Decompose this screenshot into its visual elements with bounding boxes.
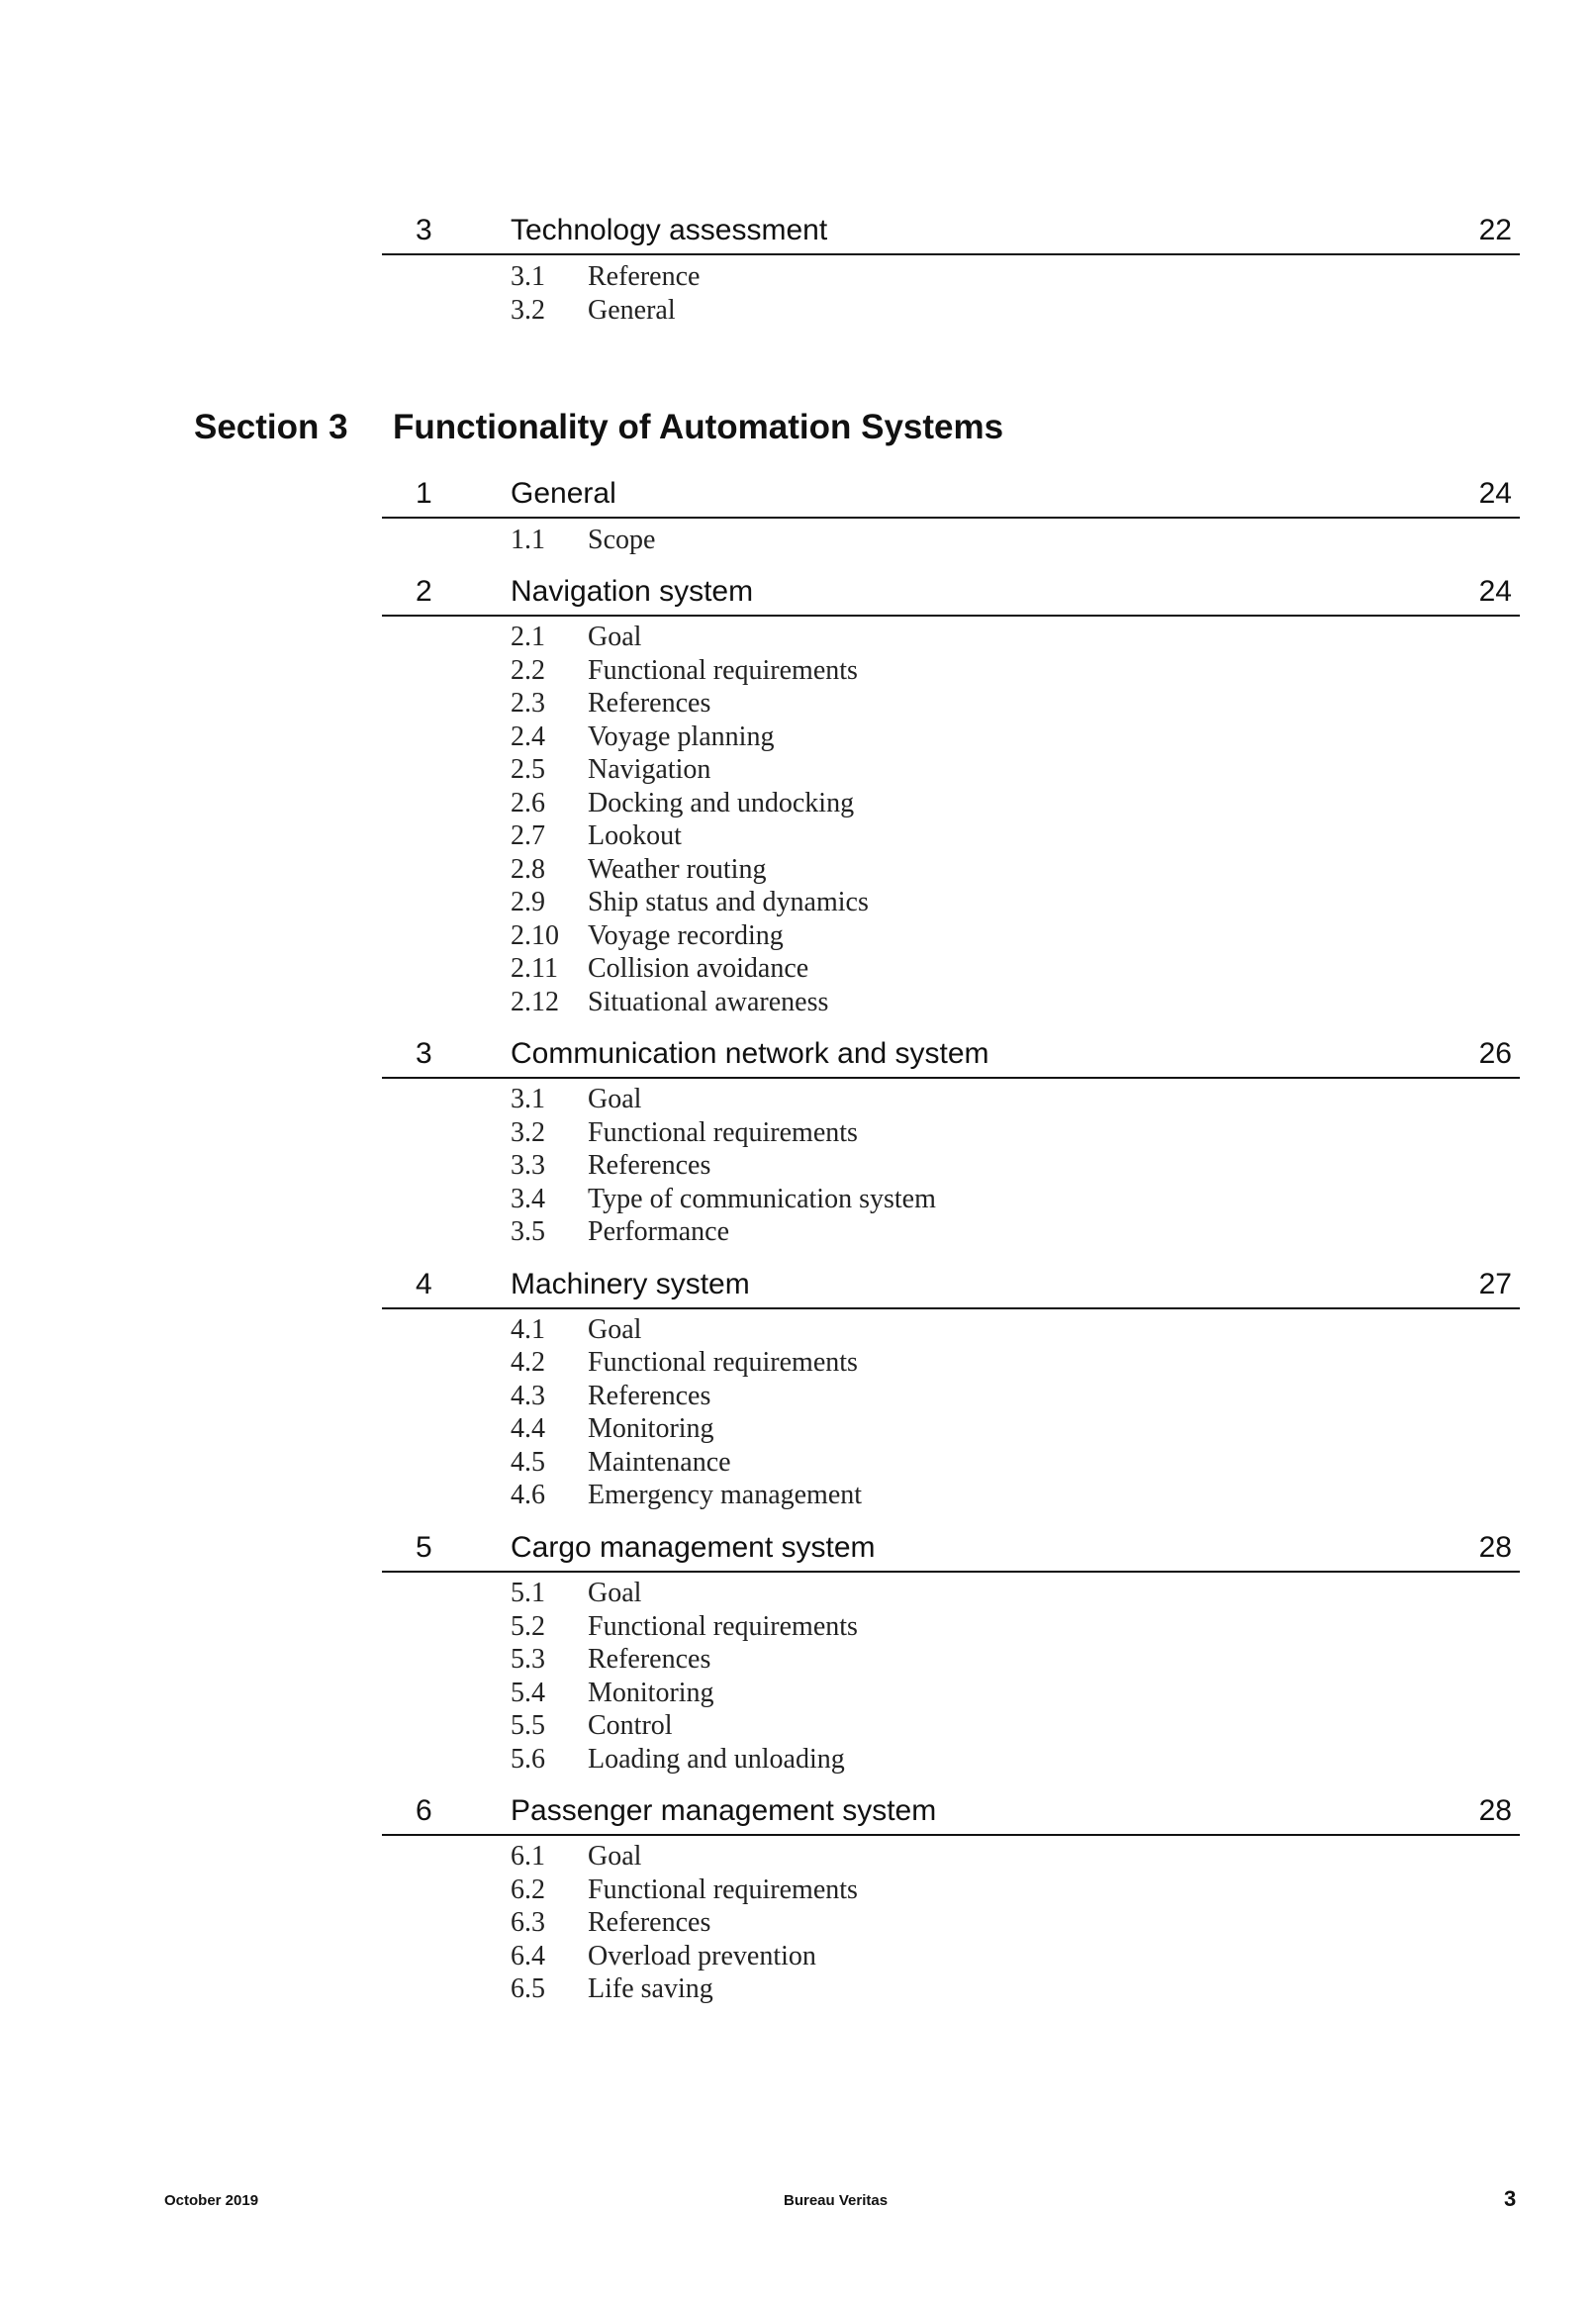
- toc-subentry[interactable]: [511, 1940, 816, 1972]
- subentry-number: 5.6: [511, 1744, 545, 1775]
- toc-subentry[interactable]: [511, 1215, 729, 1248]
- toc-subentry[interactable]: [511, 1743, 845, 1776]
- toc-subentry[interactable]: [511, 621, 641, 653]
- entry-number: 3: [416, 1037, 432, 1070]
- subentry-number: 5.4: [511, 1678, 545, 1708]
- subentry-number: 4.4: [511, 1413, 545, 1444]
- subentry-number: 3.5: [511, 1216, 545, 1247]
- subentry-number: 3.3: [511, 1150, 545, 1181]
- subentry-title: Loading and unloading: [588, 1744, 845, 1775]
- toc-subentry[interactable]: [511, 1479, 862, 1511]
- subentry-number: 4.5: [511, 1447, 545, 1478]
- toc-subentry[interactable]: [511, 524, 655, 556]
- subentry-number: 6.2: [511, 1874, 545, 1905]
- subentry-title: Voyage recording: [588, 920, 784, 951]
- subentry-number: 2.2: [511, 655, 545, 686]
- subentry-number: 2.7: [511, 820, 545, 851]
- subentry-title: Functional requirements: [588, 1611, 858, 1642]
- toc-subentry[interactable]: [511, 260, 700, 293]
- subentry-number: 3.2: [511, 1117, 545, 1148]
- subentry-number: 5.1: [511, 1578, 545, 1608]
- toc-subentry[interactable]: [511, 687, 710, 720]
- footer-publisher: Bureau Veritas: [784, 2192, 889, 2209]
- toc-subentry[interactable]: [511, 1149, 710, 1182]
- subentry-number: 3.2: [511, 295, 545, 326]
- subentry-title: Goal: [588, 1084, 642, 1114]
- subentry-number: 2.12: [511, 987, 559, 1017]
- entry-title: Cargo management system: [511, 1531, 876, 1564]
- subentry-title: Lookout: [588, 820, 682, 851]
- subentry-title: Goal: [588, 1578, 642, 1608]
- toc-subentry[interactable]: [511, 1380, 710, 1412]
- subentry-number: 5.5: [511, 1710, 545, 1741]
- footer-date: October 2019: [164, 2192, 259, 2209]
- toc-subentry[interactable]: [511, 1313, 641, 1346]
- subentry-number: 4.2: [511, 1347, 545, 1378]
- toc-entry-navigation-system[interactable]: [382, 569, 1520, 617]
- subentry-number: 2.5: [511, 754, 545, 785]
- entry-number: 3: [416, 214, 432, 246]
- subentry-title: References: [588, 1907, 711, 1938]
- toc-subentry[interactable]: [511, 886, 869, 918]
- subentry-title: Maintenance: [588, 1447, 731, 1478]
- toc-entry-cargo-management[interactable]: [382, 1525, 1520, 1573]
- entry-page-number: 28: [1478, 1794, 1512, 1827]
- subentry-title: Functional requirements: [588, 1117, 858, 1148]
- entry-page-number: 28: [1478, 1531, 1512, 1564]
- subentry-number: 6.1: [511, 1841, 545, 1872]
- subentry-title: References: [588, 1150, 711, 1181]
- toc-subentry[interactable]: [511, 1709, 673, 1742]
- subentry-number: 3.1: [511, 261, 545, 292]
- subentry-number: 3.4: [511, 1184, 545, 1214]
- entry-number: 2: [416, 575, 432, 608]
- subentry-title: Goal: [588, 622, 642, 652]
- entry-title: Technology assessment: [511, 214, 828, 246]
- entry-number: 1: [416, 477, 432, 510]
- subentry-number: 2.11: [511, 953, 558, 984]
- subentry-number: 5.3: [511, 1644, 545, 1675]
- entry-page-number: 24: [1478, 477, 1512, 510]
- toc-subentry[interactable]: [511, 1677, 714, 1709]
- subentry-title: Scope: [588, 525, 656, 555]
- subentry-title: Ship status and dynamics: [588, 887, 869, 917]
- footer-page-number: 3: [1504, 2186, 1517, 2211]
- toc-subentry[interactable]: [511, 1906, 710, 1939]
- toc-subentry[interactable]: [511, 1972, 713, 2005]
- entry-title: Machinery system: [511, 1268, 750, 1300]
- subentry-title: Goal: [588, 1841, 642, 1872]
- toc-subentry[interactable]: [511, 1610, 858, 1643]
- subentry-title: Situational awareness: [588, 987, 829, 1017]
- toc-subentry[interactable]: [511, 1412, 714, 1445]
- toc-subentry[interactable]: [511, 1446, 731, 1479]
- entry-number: 5: [416, 1531, 432, 1564]
- toc-entry-passenger-management[interactable]: [382, 1788, 1520, 1836]
- subentry-title: Voyage planning: [588, 721, 775, 752]
- subentry-number: 2.4: [511, 721, 545, 752]
- toc-subentry[interactable]: [511, 1840, 641, 1873]
- entry-title: General: [511, 477, 616, 510]
- entry-number: 6: [416, 1794, 432, 1827]
- toc-subentry[interactable]: [511, 294, 676, 327]
- subentry-title: Emergency management: [588, 1480, 863, 1510]
- toc-subentry[interactable]: [511, 1346, 858, 1379]
- entry-page-number: 27: [1478, 1268, 1512, 1300]
- subentry-number: 4.3: [511, 1381, 545, 1411]
- subentry-number: 2.9: [511, 887, 545, 917]
- toc-subentry[interactable]: [511, 919, 784, 952]
- toc-subentry[interactable]: [511, 1577, 641, 1609]
- subentry-title: Performance: [588, 1216, 730, 1247]
- subentry-number: 6.5: [511, 1973, 545, 2004]
- toc-subentry[interactable]: [511, 1643, 710, 1676]
- subentry-title: References: [588, 1644, 711, 1675]
- subentry-number: 6.4: [511, 1941, 545, 1971]
- toc-entry-technology-assessment[interactable]: [382, 208, 1520, 255]
- toc-subentry[interactable]: [511, 1116, 858, 1149]
- toc-subentry[interactable]: [511, 986, 828, 1018]
- section-title: Functionality of Automation Systems: [393, 408, 1004, 446]
- toc-entry-general[interactable]: [382, 471, 1520, 519]
- entry-title: Communication network and system: [511, 1037, 989, 1070]
- subentry-title: Navigation: [588, 754, 711, 785]
- toc-subentry[interactable]: [511, 819, 682, 852]
- subentry-title: References: [588, 1381, 711, 1411]
- toc-subentry[interactable]: [511, 1183, 936, 1215]
- subentry-number: 2.6: [511, 788, 545, 818]
- subentry-number: 6.3: [511, 1907, 545, 1938]
- subentry-title: Reference: [588, 261, 701, 292]
- subentry-number: 2.3: [511, 688, 545, 719]
- subentry-number: 4.6: [511, 1480, 545, 1510]
- subentry-number: 2.10: [511, 920, 559, 951]
- subentry-title: Docking and undocking: [588, 788, 855, 818]
- toc-entry-communication-network[interactable]: [382, 1031, 1520, 1079]
- subentry-title: Collision avoidance: [588, 953, 809, 984]
- subentry-title: Functional requirements: [588, 655, 858, 686]
- subentry-number: 2.8: [511, 854, 545, 885]
- entry-page-number: 26: [1478, 1037, 1512, 1070]
- subentry-title: Control: [588, 1710, 673, 1741]
- entry-page-number: 22: [1478, 214, 1512, 246]
- subentry-title: Goal: [588, 1314, 642, 1345]
- subentry-title: Monitoring: [588, 1413, 714, 1444]
- subentry-title: Weather routing: [588, 854, 767, 885]
- subentry-number: 1.1: [511, 525, 545, 555]
- toc-subentry[interactable]: [511, 654, 858, 687]
- toc-subentry[interactable]: [511, 787, 854, 819]
- subentry-number: 2.1: [511, 622, 545, 652]
- subentry-title: Functional requirements: [588, 1347, 858, 1378]
- subentry-title: General: [588, 295, 676, 326]
- toc-subentry[interactable]: [511, 1874, 858, 1906]
- subentry-title: References: [588, 688, 711, 719]
- subentry-title: Functional requirements: [588, 1874, 858, 1905]
- toc-subentry[interactable]: [511, 721, 774, 753]
- entry-title: Navigation system: [511, 575, 754, 608]
- toc-subentry[interactable]: [511, 1083, 641, 1115]
- toc-subentry[interactable]: [511, 753, 710, 786]
- toc-subentry[interactable]: [511, 853, 766, 886]
- subentry-title: Monitoring: [588, 1678, 714, 1708]
- subentry-title: Type of communication system: [588, 1184, 936, 1214]
- subentry-number: 3.1: [511, 1084, 545, 1114]
- entry-title: Passenger management system: [511, 1794, 937, 1827]
- entry-number: 4: [416, 1268, 432, 1300]
- subentry-number: 4.1: [511, 1314, 545, 1345]
- entry-page-number: 24: [1478, 575, 1512, 608]
- toc-subentry[interactable]: [511, 952, 808, 985]
- subentry-title: Life saving: [588, 1973, 713, 2004]
- subentry-title: Overload prevention: [588, 1941, 816, 1971]
- subentry-number: 5.2: [511, 1611, 545, 1642]
- section-label: Section 3: [194, 408, 348, 446]
- toc-entry-machinery-system[interactable]: [382, 1262, 1520, 1309]
